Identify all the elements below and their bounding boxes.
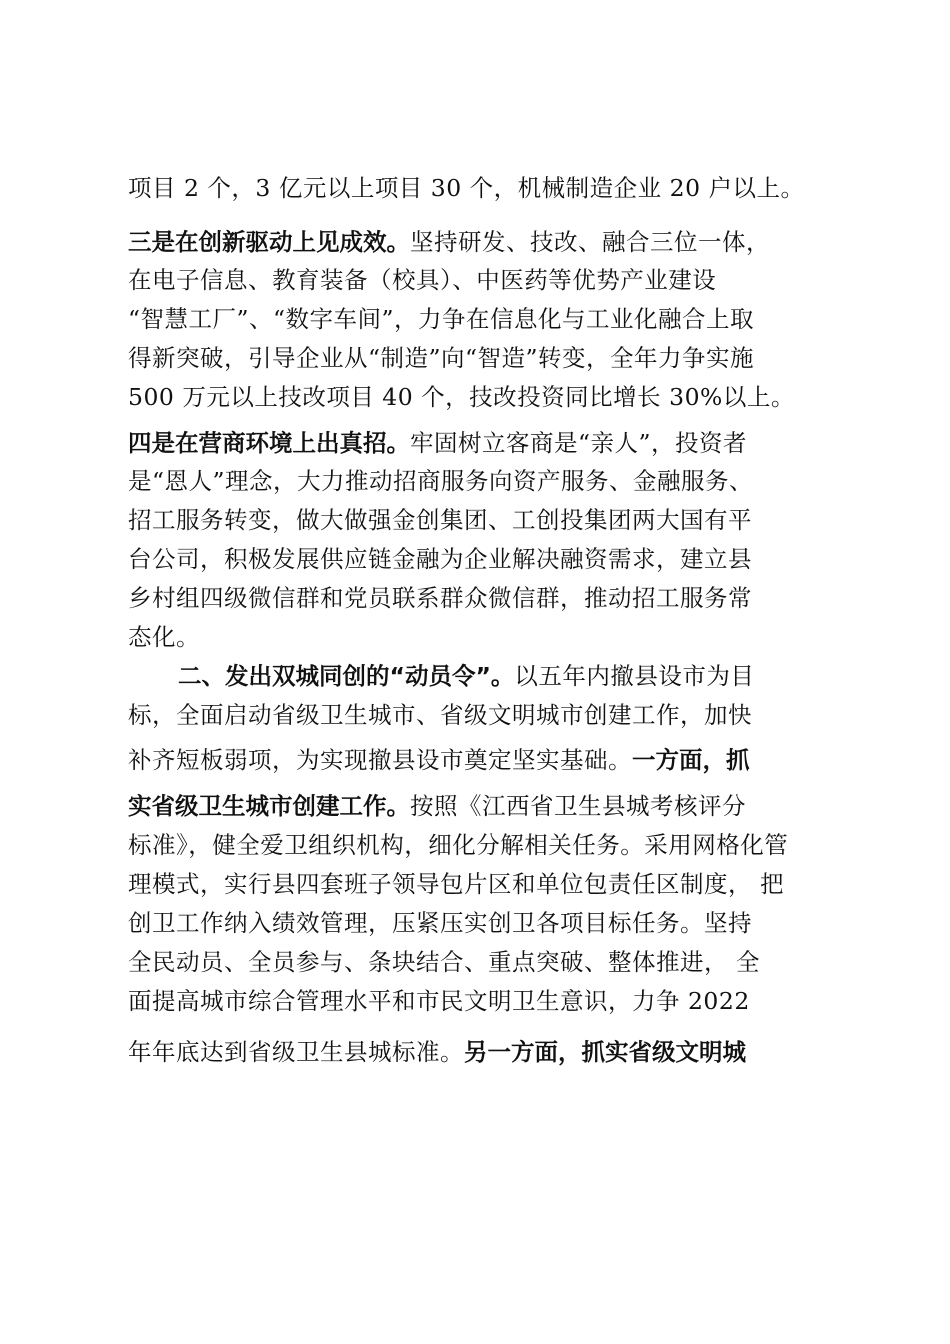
text-segment: 标，全面启动省级卫生城市、省级文明城市创建工作，加快 xyxy=(128,701,752,729)
text-segment: 得新突破，引导企业从“制造”向“智造”转变，全年力争实施 xyxy=(128,344,755,372)
text-line xyxy=(128,428,747,458)
text-segment: 500 万元以上技改项目 40 个，技改投资同比增长 30%以上。 xyxy=(128,383,795,411)
text-line xyxy=(128,466,753,496)
text-line xyxy=(128,304,754,334)
text-line xyxy=(128,791,746,821)
text-segment: 理模式，实行县四套班子领导包片区和单位包责任区制度， 把 xyxy=(128,870,784,898)
text-segment: 补齐短板弱项，为实现撤县设市奠定坚实基础。 xyxy=(128,746,632,774)
text-line xyxy=(128,986,750,1016)
text-line xyxy=(128,745,750,775)
text-line xyxy=(178,661,754,691)
text-segment: 标准》，健全爱卫组织机构，细化分解相关任务。采用网格化管 xyxy=(128,831,789,859)
text-segment: 坚持研发、技改、融合三位一体， xyxy=(410,228,770,256)
text-line xyxy=(128,343,754,373)
section-heading: 另一方面，抓实省级文明城 xyxy=(464,1038,746,1066)
text-segment: 是“恩人”理念，大力推动招商服务向资产服务、金融服务、 xyxy=(128,467,754,495)
text-line xyxy=(128,947,760,977)
text-line xyxy=(128,1037,746,1067)
text-segment: 乡村组四级微信群和党员联系群众微信群，推动招工服务常 xyxy=(128,584,752,612)
text-segment: 全民动员、全员参与、条块结合、重点突破、整体推进， 全 xyxy=(128,948,760,976)
text-line xyxy=(128,173,805,203)
section-heading: 实省级卫生城市创建工作。 xyxy=(128,792,410,820)
text-segment: 态化。 xyxy=(128,623,200,651)
text-line xyxy=(128,227,770,257)
section-heading: 一方面，抓 xyxy=(632,746,750,774)
text-line xyxy=(128,869,784,899)
text-segment: 招工服务转变，做大做强金创集团、工创投集团两大国有平 xyxy=(128,506,752,534)
text-line xyxy=(128,382,795,412)
text-segment: 项目 2 个，3 亿元以上项目 30 个，机械制造企业 20 户以上。 xyxy=(128,174,805,202)
text-segment: “智慧工厂”、“数字车间”，力争在信息化与工业化融合上取 xyxy=(128,305,755,333)
text-line xyxy=(128,265,716,295)
text-segment: 按照《江西省卫生县城考核评分 xyxy=(410,792,746,820)
section-heading: 二、发出双城同创的“动员令”。 xyxy=(178,662,515,690)
text-line xyxy=(128,622,200,652)
text-segment: 年年底达到省级卫生县城标准。 xyxy=(128,1038,464,1066)
text-segment: 牢固树立客商是“亲人”，投资者 xyxy=(410,429,748,457)
text-line xyxy=(128,544,752,574)
text-segment: 创卫工作纳入绩效管理，压紧压实创卫各项目标任务。坚持 xyxy=(128,909,752,937)
text-line xyxy=(128,830,788,860)
section-heading: 四是在营商环境上出真招。 xyxy=(128,429,410,457)
text-segment: 以五年内撤县设市为目 xyxy=(514,662,755,690)
section-heading: 三是在创新驱动上见成效。 xyxy=(128,228,410,256)
text-line xyxy=(128,908,752,938)
text-segment: 台公司，积极发展供应链金融为企业解决融资需求，建立县 xyxy=(128,545,752,573)
text-line xyxy=(128,583,752,613)
text-segment: 面提高城市综合管理水平和市民文明卫生意识，力争 2022 xyxy=(128,987,750,1015)
text-line xyxy=(128,505,752,535)
text-segment: 在电子信息、教育装备（校具）、中医药等优势产业建设 xyxy=(128,266,717,294)
text-line xyxy=(128,700,752,730)
